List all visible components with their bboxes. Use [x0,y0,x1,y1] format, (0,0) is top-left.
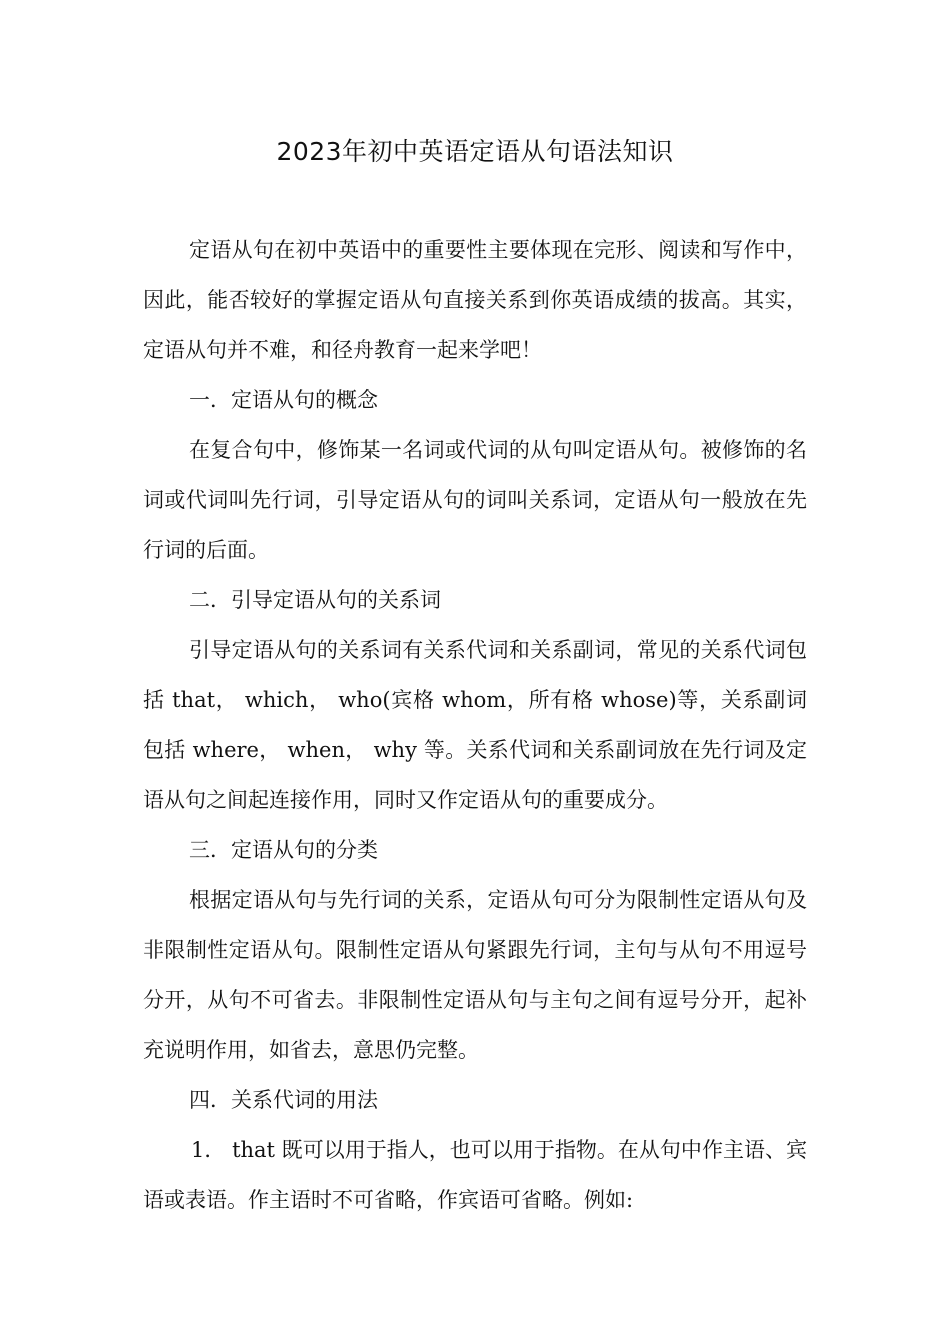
document-body [143,225,807,1225]
intro-paragraph: 定语从句在初中英语中的重要性主要体现在完形、阅读和写作中，因此，能否较好的掌握定语从句直接关系到你英语成绩的拔高。其实，定语从句并不难，和径舟教育一起来学吧！ [143,238,807,362]
section-3-paragraph: 根据定语从句与先行词的关系，定语从句可分为限制性定语从句及非限制性定语从句。限制性定语从句紧跟先行词，主句与从句不用逗号分开，从句不可省去。非限制性定语从句与主句之间有逗号分开，起补充说明作用，如省去，意思仍完整。 [143,888,807,1062]
document-title: 2023年初中英语定语从句语法知识 [276,137,674,166]
section-heading-2: 二．引导定语从句的关系词 [189,588,441,612]
section-heading-4: 四．关系代词的用法 [189,1088,378,1112]
section-1-paragraph: 在复合句中，修饰某一名词或代词的从句叫定语从句。被修饰的名词或代词叫先行词，引导定语从句的词叫关系词，定语从句一般放在先行词的后面。 [143,438,807,562]
section-4-item-1: 1． that 既可以用于指人，也可以用于指物。在从句中作主语、宾语或表语。作主语时不可省略，作宾语可省略。例如: [143,1138,807,1212]
section-heading-3: 三．定语从句的分类 [189,838,378,862]
section-heading-1: 一．定语从句的概念 [189,388,378,412]
section-2-paragraph: 引导定语从句的关系词有关系代词和关系副词，常见的关系代词包括 that， which， who(宾格 whom，所有格 whose)等，关系副词包括 where， when， why 等。关系代词和关系副词放在先行词及定语从句之间起连接作用，同时又作定语从句的重要成分。 [143,638,807,812]
